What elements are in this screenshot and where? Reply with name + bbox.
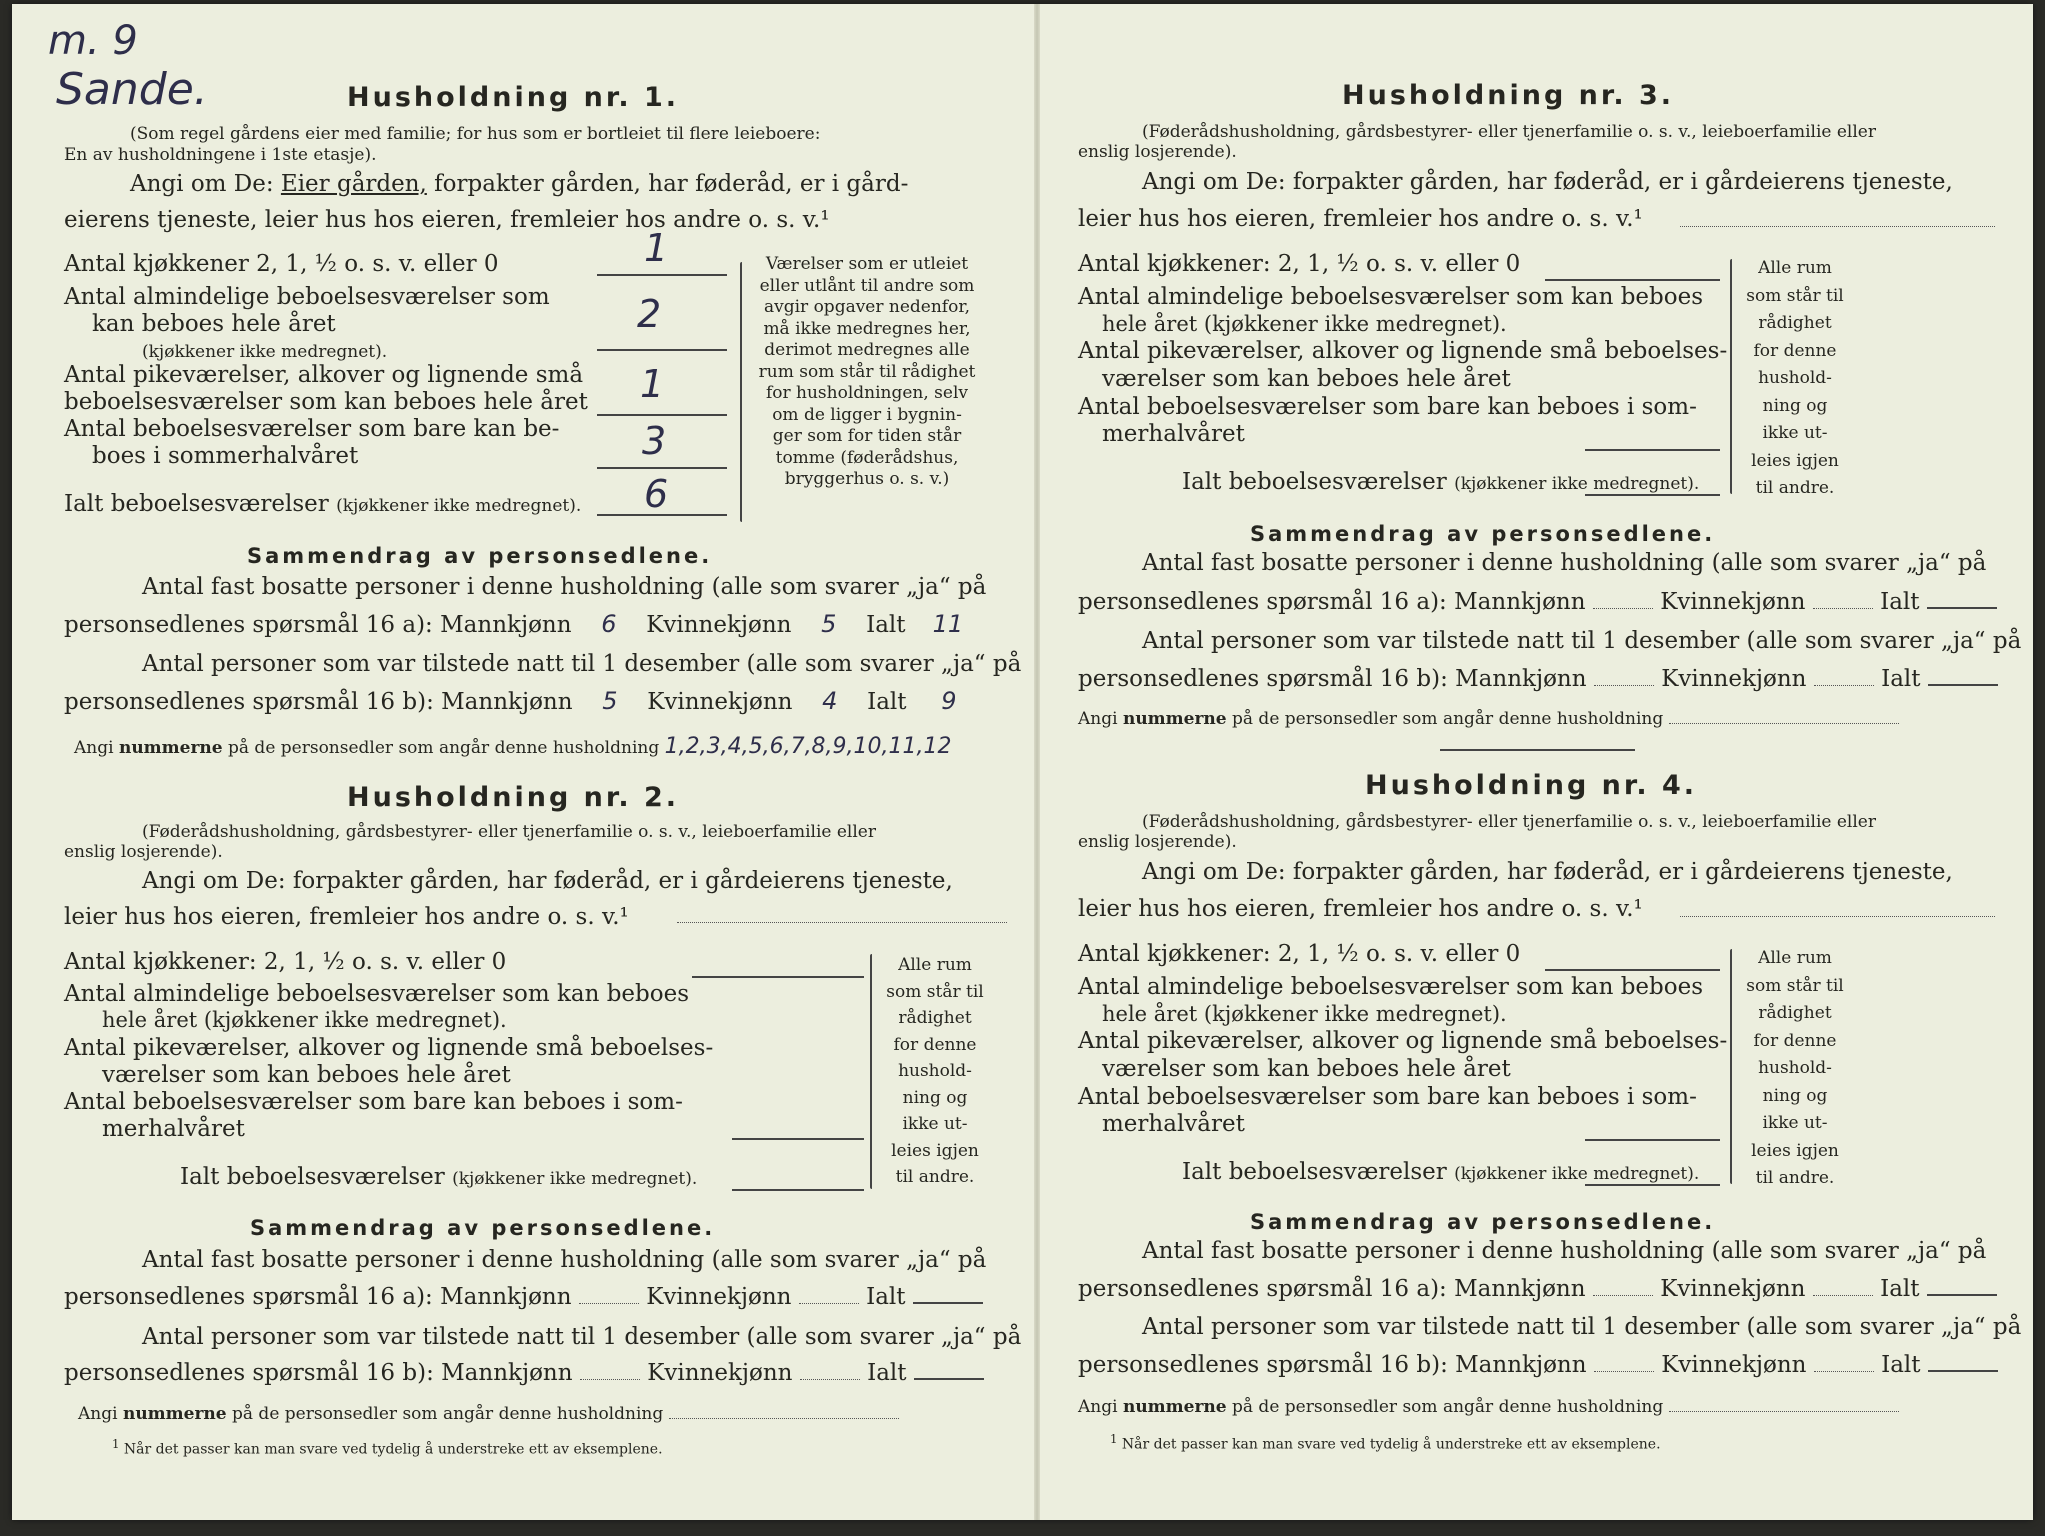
h3-rooms-label-2: hele året (kjøkkener ikke medregnet). [1102, 312, 1507, 336]
h3-summary-title: Sammendrag av personsedlene. [1250, 522, 1716, 546]
h4-present-male-blank [1594, 1371, 1654, 1372]
h3-numbers-label: på de personsedler som angår denne husholdning [1232, 709, 1664, 729]
h2-title: Husholdning nr. 2. [347, 782, 680, 813]
h3-side-line: som står til [1746, 285, 1844, 306]
h1-total-rooms-value: 6 [644, 472, 669, 516]
h1-numbers-label: på de personsedler som angår denne husholdning [228, 738, 660, 758]
h2-present-line-2 [64, 1360, 984, 1386]
h4-present-total-blank [1928, 1370, 1998, 1372]
h1-numbers-bold: nummerne [118, 738, 223, 758]
h1-present-female-label: Kvinnekjønn [647, 689, 793, 715]
h2-total-rooms-note: (kjøkkener ikke medregnet). [452, 1169, 698, 1189]
h4-resident-line-1: Antal fast bosatte personer i denne husholdning (alle som svarer „ja“ på [1142, 1238, 1987, 1264]
h4-resident-female-label: Kvinnekjønn [1660, 1276, 1806, 1302]
h2-resident-male-blank [579, 1303, 639, 1304]
h3-rule-2 [1585, 449, 1720, 451]
h2-numbers-line [78, 1404, 899, 1424]
h1-rooms-label-3: (kjøkkener ikke medregnet). [142, 342, 388, 362]
h1-total-rooms-label: Ialt beboelsesværelser [64, 491, 329, 517]
h2-numbers-bold: nummerne [122, 1404, 227, 1424]
h2-present-male-label: personsedlenes spørsmål 16 b): Mannkjønn [64, 1360, 573, 1386]
h3-side-line: ning og [1762, 395, 1828, 416]
h4-present-line-2 [1078, 1352, 1998, 1378]
h4-title: Husholdning nr. 4. [1365, 770, 1698, 801]
h1-angi-eier: Eier gården, [280, 171, 427, 197]
h1-note-1: (Som regel gårdens eier med familie; for hus som er bortleiet til flere leieboere: [130, 124, 821, 144]
h2-total-rooms-label: Ialt beboelsesværelser [180, 1164, 445, 1190]
h4-numbers-bold: nummerne [1122, 1397, 1227, 1417]
h4-side-note [1740, 945, 1850, 1193]
h4-summer-rooms-label-1: Antal beboelsesværelser som bare kan beboes i som- [1078, 1084, 1697, 1110]
h1-resident-line-2 [64, 610, 983, 638]
h1-summer-rooms-label-1: Antal beboelsesværelser som bare kan be- [64, 416, 560, 442]
h3-summer-rooms-label-1: Antal beboelsesværelser som bare kan beboes i som- [1078, 394, 1697, 420]
h2-resident-female-label: Kvinnekjønn [646, 1284, 792, 1310]
h1-rule-3 [597, 414, 727, 416]
h2-maid-rooms-label-1: Antal pikeværelser, alkover og lignende små beboelses- [64, 1035, 714, 1061]
h3-side-note [1740, 255, 1850, 503]
h3-summer-rooms-label-2: merhalvåret [1102, 421, 1245, 447]
h1-summer-rooms-label-2: boes i sommerhalvåret [92, 443, 359, 469]
h2-numbers-label: på de personsedler som angår denne husholdning [232, 1404, 664, 1424]
h4-rooms-label-1: Antal almindelige beboelsesværelser som kan beboes [1078, 974, 1704, 1000]
h3-rooms-label-1: Antal almindelige beboelsesværelser som kan beboes [1078, 284, 1704, 310]
h1-side-line: for husholdningen, selv [765, 383, 969, 403]
h2-present-female-blank [800, 1379, 860, 1380]
h2-side-line: ning og [902, 1087, 968, 1108]
h4-numbers-line [1078, 1397, 1899, 1417]
h2-side-line: ikke ut- [902, 1114, 968, 1134]
h2-present-total-blank [914, 1378, 984, 1380]
h3-present-male-blank [1594, 685, 1654, 686]
h3-total-rooms-note: (kjøkkener ikke medregnet). [1454, 474, 1700, 494]
h1-present-total-label: Ialt [867, 689, 907, 715]
h4-side-line: hushold- [1758, 1058, 1832, 1078]
h1-side-line: avgir opgaver nedenfor, [763, 297, 970, 317]
h3-present-female-blank [1814, 685, 1874, 686]
corner-note-line-2: Sande. [56, 64, 208, 115]
h2-side-note [880, 952, 990, 1191]
h1-rooms-label-2: kan beboes hele året [92, 311, 336, 337]
h4-resident-line-2 [1078, 1276, 1997, 1302]
left-page [12, 4, 1034, 1520]
h2-angi-line-1: Angi om De: forpakter gården, har føderåd, er i gårdeierens tjeneste, [142, 868, 953, 894]
h1-angi-rest: forpakter gården, har føderåd, er i gård- [434, 171, 909, 197]
h2-side-line: leies igjen [891, 1140, 979, 1161]
h1-rooms-label-1: Antal almindelige beboelsesværelser som [64, 284, 550, 310]
h3-present-total-blank [1928, 684, 1998, 686]
h1-present-male-value: 5 [602, 687, 618, 715]
h4-note-2: enslig losjerende). [1078, 832, 1237, 852]
h1-side-line: ger som for tiden står [772, 426, 962, 446]
h2-numbers-prefix: Angi [78, 1404, 118, 1424]
h2-side-line: Alle rum [898, 955, 972, 975]
h4-total-rooms-note: (kjøkkener ikke medregnet). [1454, 1164, 1700, 1184]
h1-title: Husholdning nr. 1. [347, 82, 680, 113]
h4-resident-total-label: Ialt [1880, 1276, 1920, 1302]
h4-angi-line-2: leier hus hos eieren, fremleier hos andre o. s. v.¹ [1078, 896, 1643, 922]
h1-rule-4 [597, 467, 727, 469]
h4-angi-line-1: Angi om De: forpakter gården, har føderåd, er i gårdeierens tjeneste, [1142, 859, 1953, 885]
h1-rule-1 [597, 274, 727, 276]
h2-present-female-label: Kvinnekjønn [647, 1360, 793, 1386]
h4-maid-rooms-label-1: Antal pikeværelser, alkover og lignende små beboelses- [1078, 1028, 1728, 1054]
h1-numbers-line [74, 734, 952, 759]
h3-title: Husholdning nr. 3. [1342, 80, 1675, 111]
h4-total-rooms [1182, 1159, 1699, 1185]
h3-side-line: ikke ut- [1762, 423, 1828, 443]
h1-side-line: tomme (føderådshus, [775, 447, 959, 468]
h3-resident-line-2 [1078, 589, 1997, 615]
h2-present-male-blank [580, 1379, 640, 1380]
h3-numbers-blank [1669, 723, 1899, 724]
h4-side-line: rådighet [1758, 1003, 1832, 1023]
census-form-spread [12, 4, 2033, 1520]
h3-resident-total-blank [1927, 607, 1997, 609]
h4-present-male-label: personsedlenes spørsmål 16 b): Mannkjønn [1078, 1352, 1587, 1378]
h4-side-line: til andre. [1755, 1168, 1835, 1188]
h4-present-female-blank [1814, 1371, 1874, 1372]
h3-present-male-label: personsedlenes spørsmål 16 b): Mannkjønn [1078, 666, 1587, 692]
h3-resident-female-label: Kvinnekjønn [1660, 589, 1806, 615]
h2-note-2: enslig losjerende). [64, 842, 223, 862]
h4-side-line: leies igjen [1751, 1140, 1839, 1161]
left-footnote: $^1$ Når det passer kan man svare ved tydelig å understreke ett av eksemplene. [112, 1437, 663, 1458]
h1-note-2: En av husholdningene i 1ste etasje). [64, 145, 377, 165]
h2-rule-3 [732, 1189, 864, 1191]
h2-angi-line-2: leier hus hos eieren, fremleier hos andre o. s. v.¹ [64, 904, 629, 930]
h4-summary-title: Sammendrag av personsedlene. [1250, 1210, 1716, 1234]
h3-present-line-1: Antal personer som var tilstede natt til 1 desember (alle som svarer „ja“ på [1142, 628, 2022, 654]
h2-rule-1 [692, 976, 864, 978]
h1-resident-female-value: 5 [821, 610, 837, 638]
h2-brace [870, 954, 872, 1189]
h3-total-rooms [1182, 469, 1699, 495]
h2-summary-title: Sammendrag av personsedlene. [250, 1216, 716, 1240]
h4-rooms-label-2: hele året (kjøkkener ikke medregnet). [1102, 1002, 1507, 1026]
h2-rooms-label-1: Antal almindelige beboelsesværelser som kan beboes [64, 981, 690, 1007]
h4-present-total-label: Ialt [1881, 1352, 1921, 1378]
h3-side-line: leies igjen [1751, 450, 1839, 471]
h1-side-line: om de ligger i bygnin- [772, 404, 962, 425]
h1-total-rooms [64, 491, 581, 517]
h3-rule-1 [1545, 279, 1720, 281]
h4-maid-rooms-label-2: værelser som kan beboes hele året [1102, 1056, 1511, 1082]
h4-summer-rooms-label-2: merhalvåret [1102, 1111, 1245, 1137]
h1-present-line-2 [64, 687, 984, 715]
h2-summer-rooms-label-2: merhalvåret [102, 1116, 245, 1142]
h3-resident-male-label: personsedlenes spørsmål 16 a): Mannkjønn [1078, 589, 1586, 615]
h2-numbers-blank [669, 1418, 899, 1419]
h3-maid-rooms-label-1: Antal pikeværelser, alkover og lignende små beboelses- [1078, 338, 1728, 364]
h4-rule-1 [1545, 969, 1720, 971]
h1-maid-rooms-label-2: beboelsesværelser som kan beboes hele året [64, 389, 588, 415]
h4-note-1: (Føderådshusholdning, gårdsbestyrer- eller tjenerfamilie o. s. v., leieboerfamilie eller [1142, 812, 1876, 832]
h4-rule-2 [1585, 1139, 1720, 1141]
h4-side-line: ning og [1762, 1085, 1828, 1106]
corner-note-line-1: m. 9 [48, 18, 138, 64]
h1-numbers-value: 1,2,3,4,5,6,7,8,9,10,11,12 [664, 734, 952, 759]
h4-side-line: Alle rum [1758, 948, 1832, 968]
h1-resident-total-label: Ialt [866, 612, 906, 638]
h3-resident-total-label: Ialt [1880, 589, 1920, 615]
right-footnote-text: Når det passer kan man svare ved tydelig å understreke ett av eksemplene. [1121, 1436, 1661, 1453]
h1-rule-2 [597, 349, 727, 351]
right-page [1040, 4, 2033, 1520]
h2-rule-2 [732, 1138, 864, 1140]
h2-resident-total-label: Ialt [866, 1284, 906, 1310]
h2-kitchens-label: Antal kjøkkener: 2, 1, ½ o. s. v. eller 0 [64, 949, 507, 975]
h4-numbers-label: på de personsedler som angår denne husholdning [1232, 1397, 1664, 1417]
h3-resident-male-blank [1593, 608, 1653, 609]
h4-side-line: for denne [1753, 1030, 1837, 1051]
h4-present-female-label: Kvinnekjønn [1661, 1352, 1807, 1378]
h1-resident-male-value: 6 [601, 610, 617, 638]
h3-present-total-label: Ialt [1881, 666, 1921, 692]
h4-resident-female-blank [1813, 1295, 1873, 1296]
h3-side-line: hushold- [1758, 368, 1832, 388]
h3-angi-line-2: leier hus hos eieren, fremleier hos andre o. s. v.¹ [1078, 206, 1643, 232]
h1-side-line: rum som står til rådighet [758, 361, 976, 382]
h1-resident-male-label: personsedlenes spørsmål 16 a): Mannkjønn [64, 612, 572, 638]
h4-resident-male-label: personsedlenes spørsmål 16 a): Mannkjønn [1078, 1276, 1586, 1302]
left-footnote-text: Når det passer kan man svare ved tydelig å understreke ett av eksemplene. [123, 1441, 663, 1458]
h1-numbers-prefix: Angi [74, 738, 114, 758]
h2-resident-line-1: Antal fast bosatte personer i denne husholdning (alle som svarer „ja“ på [142, 1247, 987, 1273]
h1-angi-line-2: eierens tjeneste, leier hus hos eieren, fremleier hos andre o. s. v.¹ [64, 207, 830, 233]
h2-resident-total-blank [913, 1302, 983, 1304]
h2-present-total-label: Ialt [867, 1360, 907, 1386]
h3-side-line: til andre. [1755, 478, 1835, 498]
h1-present-female-value: 4 [822, 687, 838, 715]
h1-present-total-value: 9 [941, 687, 957, 715]
h3-resident-female-blank [1813, 608, 1873, 609]
h2-note-1: (Føderådshusholdning, gårdsbestyrer- eller tjenerfamilie o. s. v., leieboerfamilie eller [142, 822, 876, 842]
h1-summer-rooms-value: 3 [642, 419, 667, 463]
h1-rooms-value: 2 [637, 292, 662, 336]
h4-side-line: ikke ut- [1762, 1113, 1828, 1133]
h4-side-line: som står til [1746, 975, 1844, 996]
h1-resident-female-label: Kvinnekjønn [646, 612, 792, 638]
right-footnote: $^1$ Når det passer kan man svare ved tydelig å understreke ett av eksemplene. [1110, 1432, 1661, 1453]
h3-resident-line-1: Antal fast bosatte personer i denne husholdning (alle som svarer „ja“ på [1142, 550, 1987, 576]
h1-present-line-1: Antal personer som var tilstede natt til 1 desember (alle som svarer „ja“ på [142, 651, 1022, 677]
h1-present-male-label: personsedlenes spørsmål 16 b): Mannkjønn [64, 689, 573, 715]
h2-total-rooms [180, 1164, 697, 1190]
h3-note-1: (Føderådshusholdning, gårdsbestyrer- eller tjenerfamilie o. s. v., leieboerfamilie eller [1142, 122, 1876, 142]
h3-angi-line-1: Angi om De: forpakter gården, har føderåd, er i gårdeierens tjeneste, [1142, 169, 1953, 195]
h2-summer-rooms-label-1: Antal beboelsesværelser som bare kan beboes i som- [64, 1089, 683, 1115]
h3-kitchens-label: Antal kjøkkener: 2, 1, ½ o. s. v. eller 0 [1078, 251, 1521, 277]
h3-present-female-label: Kvinnekjønn [1661, 666, 1807, 692]
h1-side-line: eller utlånt til andre som [759, 275, 975, 296]
section-divider [1440, 749, 1635, 751]
h3-numbers-bold: nummerne [1122, 709, 1227, 729]
h3-side-line: Alle rum [1758, 258, 1832, 278]
h2-side-line: hushold- [898, 1061, 972, 1081]
h3-numbers-line [1078, 709, 1899, 729]
h1-angi-prefix: Angi om De: [130, 171, 274, 197]
h2-maid-rooms-label-2: værelser som kan beboes hele året [102, 1062, 511, 1088]
h3-rule-3 [1585, 494, 1720, 496]
h2-present-line-1: Antal personer som var tilstede natt til 1 desember (alle som svarer „ja“ på [142, 1324, 1022, 1350]
h4-numbers-blank [1669, 1411, 1899, 1412]
h2-side-line: til andre. [895, 1167, 975, 1187]
h1-angi [130, 171, 908, 197]
h4-rule-3 [1585, 1184, 1720, 1186]
h4-angi-fill [1680, 916, 1995, 917]
h1-resident-line-1: Antal fast bosatte personer i denne husholdning (alle som svarer „ja“ på [142, 574, 987, 600]
h2-side-line: rådighet [898, 1008, 972, 1028]
h2-rooms-label-2: hele året (kjøkkener ikke medregnet). [102, 1008, 507, 1032]
h3-note-2: enslig losjerende). [1078, 142, 1237, 162]
h1-side-line: må ikke medregnes her, [763, 318, 971, 339]
h3-side-line: rådighet [1758, 313, 1832, 333]
h2-resident-female-blank [799, 1303, 859, 1304]
h3-total-rooms-label: Ialt beboelsesværelser [1182, 469, 1447, 495]
h2-side-line: som står til [886, 981, 984, 1002]
h2-angi-fill [677, 922, 1007, 923]
h2-resident-line-2 [64, 1284, 983, 1310]
h2-resident-male-label: personsedlenes spørsmål 16 a): Mannkjønn [64, 1284, 572, 1310]
h1-total-rooms-note: (kjøkkener ikke medregnet). [336, 496, 582, 516]
h1-maid-rooms-value: 1 [640, 362, 665, 406]
h3-maid-rooms-label-2: værelser som kan beboes hele året [1102, 366, 1511, 392]
h4-resident-total-blank [1927, 1294, 1997, 1296]
h1-resident-total-value: 11 [932, 610, 964, 638]
h1-side-note [747, 254, 987, 491]
h3-present-line-2 [1078, 666, 1998, 692]
h3-angi-fill [1680, 226, 1995, 227]
h1-brace [740, 262, 742, 522]
h2-side-line: for denne [893, 1034, 977, 1055]
h4-kitchens-label: Antal kjøkkener: 2, 1, ½ o. s. v. eller 0 [1078, 941, 1521, 967]
h1-kitchens-label: Antal kjøkkener 2, 1, ½ o. s. v. eller 0 [64, 251, 499, 277]
h4-brace [1730, 949, 1732, 1184]
h1-kitchens-value: 1 [644, 226, 669, 270]
h4-numbers-prefix: Angi [1078, 1397, 1118, 1417]
h3-side-line: for denne [1753, 340, 1837, 361]
h4-resident-male-blank [1593, 1295, 1653, 1296]
h4-present-line-1: Antal personer som var tilstede natt til 1 desember (alle som svarer „ja“ på [1142, 1314, 2022, 1340]
h1-summary-title: Sammendrag av personsedlene. [247, 544, 713, 568]
h1-maid-rooms-label-1: Antal pikeværelser, alkover og lignende små [64, 362, 584, 388]
h3-brace [1730, 259, 1732, 494]
h3-numbers-prefix: Angi [1078, 709, 1118, 729]
h1-side-line: bryggerhus o. s. v.) [784, 469, 950, 489]
h1-side-line: Værelser som er utleiet [765, 254, 969, 274]
h4-total-rooms-label: Ialt beboelsesværelser [1182, 1159, 1447, 1185]
h1-side-line: derimot medregnes alle [764, 340, 970, 360]
